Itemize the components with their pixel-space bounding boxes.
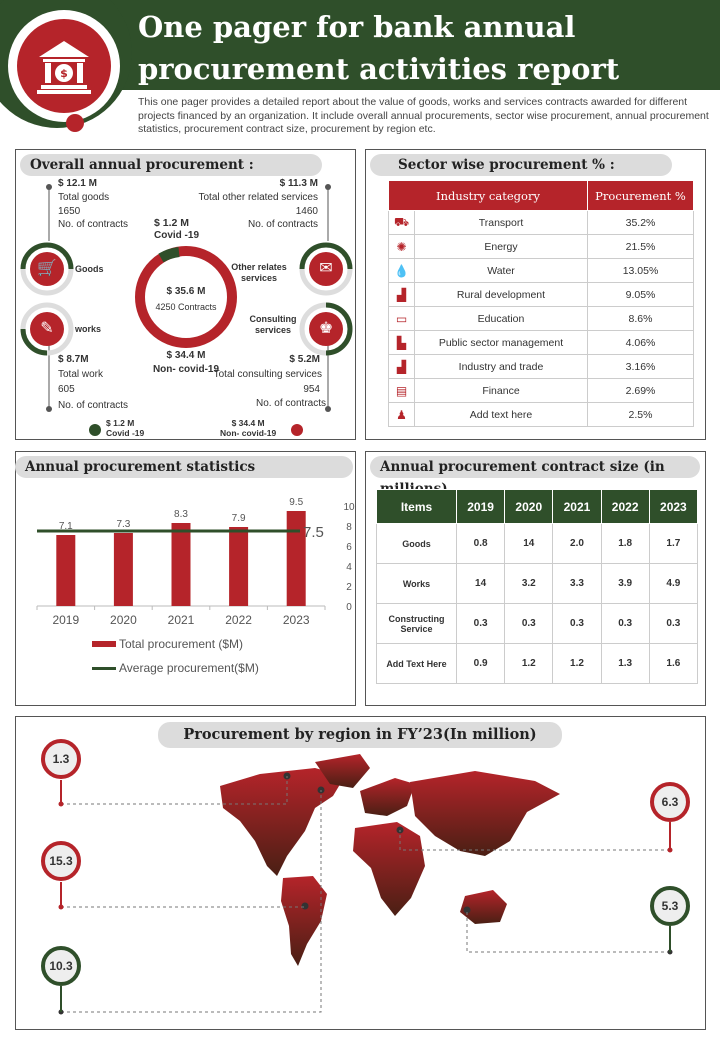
consulting-icon-label: Consulting services bbox=[249, 314, 297, 335]
sector-row bbox=[389, 259, 694, 283]
contract-value: 0.9 bbox=[457, 644, 505, 684]
sector-category: Industry and trade bbox=[415, 355, 588, 379]
region-pin: 10.3 bbox=[41, 946, 81, 986]
x-tick-label: 2021 bbox=[167, 613, 195, 627]
contract-value: 2.0 bbox=[553, 524, 601, 564]
other-count: 1460 bbox=[295, 206, 318, 217]
contract-value: 14 bbox=[457, 564, 505, 604]
legend-total-swatch bbox=[92, 641, 116, 647]
building-icon: ▙ bbox=[389, 331, 415, 355]
y-tick-label: 8 bbox=[346, 522, 352, 533]
bank-icon bbox=[17, 19, 111, 113]
energy-icon: ✺ bbox=[389, 235, 415, 259]
contract-col-header: 2023 bbox=[649, 490, 697, 524]
contract-item: Constructing Service bbox=[377, 604, 457, 644]
logo-dot bbox=[66, 114, 84, 132]
contract-col-header: Items bbox=[377, 490, 457, 524]
bar-value-label: 7.3 bbox=[116, 519, 131, 530]
sector-category: Education bbox=[415, 307, 588, 331]
other-count-label: No. of contracts bbox=[247, 219, 318, 230]
contract-value: 1.7 bbox=[649, 524, 697, 564]
contract-value: 3.3 bbox=[553, 564, 601, 604]
noncovid-label: Non- covid-19 bbox=[152, 364, 220, 375]
contract-row bbox=[377, 604, 698, 644]
contract-item: Goods bbox=[377, 524, 457, 564]
sector-table bbox=[388, 180, 694, 427]
legend-noncovid bbox=[220, 418, 276, 438]
sector-category: Water bbox=[415, 259, 588, 283]
legend-total-label: Total procurement ($M) bbox=[119, 637, 244, 651]
goods-icon-label: Goods bbox=[75, 264, 104, 274]
book-icon: ▭ bbox=[389, 307, 415, 331]
sector-percent: 3.16% bbox=[588, 355, 694, 379]
contract-value: 0.3 bbox=[553, 604, 601, 644]
legend-noncovid-amount: $ 34.4 M bbox=[231, 418, 265, 428]
procurement-bar-chart bbox=[15, 480, 356, 640]
other-amount: $ 11.3 M bbox=[279, 178, 318, 189]
col-category: Industry category bbox=[389, 181, 588, 211]
region-pin: 5.3 bbox=[650, 886, 690, 926]
contract-value: 1.2 bbox=[553, 644, 601, 684]
world-map bbox=[15, 716, 706, 1030]
bar bbox=[229, 527, 248, 606]
consulting-amount: $ 5.2M bbox=[289, 354, 320, 365]
svg-text:$: $ bbox=[60, 67, 68, 80]
contract-value: 1.6 bbox=[649, 644, 697, 684]
contract-value: 3.9 bbox=[601, 564, 649, 604]
sector-heading: Sector wise procurement % : bbox=[370, 154, 672, 176]
x-tick-label: 2020 bbox=[110, 613, 137, 627]
contract-value: 1.3 bbox=[601, 644, 649, 684]
contract-row bbox=[377, 564, 698, 604]
contract-value: 1.8 bbox=[601, 524, 649, 564]
legend-covid-label: Covid -19 bbox=[106, 428, 145, 438]
contract-col-header: 2022 bbox=[601, 490, 649, 524]
col-percent: Procurement % bbox=[588, 181, 694, 211]
finance-icon: ▤ bbox=[389, 379, 415, 403]
sector-percent: 35.2% bbox=[588, 211, 694, 235]
y-tick-label: 10 bbox=[343, 502, 355, 513]
person-icon: ♟ bbox=[389, 403, 415, 427]
bar-value-label: 8.3 bbox=[174, 509, 188, 520]
contract-value: 1.2 bbox=[505, 644, 553, 684]
region-pin: 6.3 bbox=[650, 782, 690, 822]
contract-row bbox=[377, 644, 698, 684]
legend-noncovid-label: Non- covid-19 bbox=[220, 428, 277, 438]
other-label: Total other related services bbox=[198, 192, 318, 203]
goods-count: 1650 bbox=[58, 206, 81, 217]
y-tick-label: 4 bbox=[346, 562, 352, 573]
legend-avg-swatch bbox=[92, 667, 116, 670]
contract-value: 14 bbox=[505, 524, 553, 564]
contract-col-header: 2021 bbox=[553, 490, 601, 524]
bar-value-label: 9.5 bbox=[289, 497, 304, 508]
region-pin: 1.3 bbox=[41, 739, 81, 779]
sector-percent: 13.05% bbox=[588, 259, 694, 283]
sector-percent: 2.69% bbox=[588, 379, 694, 403]
region-heading: Procurement by region in FY’23(In million) bbox=[158, 722, 562, 748]
consulting-count-label: No. of contracts bbox=[255, 398, 326, 409]
goods-amount: $ 12.1 M bbox=[58, 178, 97, 189]
legend-avg-label: Average procurement($M) bbox=[119, 661, 259, 675]
sector-percent: 9.05% bbox=[588, 283, 694, 307]
donut-total: $ 35.6 M bbox=[166, 286, 206, 297]
consultant-icon: ♚ bbox=[309, 312, 343, 346]
shopping-cart-icon: 🛒 bbox=[30, 252, 64, 286]
sector-row bbox=[389, 379, 694, 403]
contract-col-header: 2020 bbox=[505, 490, 553, 524]
bar-value-label: 7.1 bbox=[58, 521, 73, 532]
covid-amount: $ 1.2 M bbox=[154, 217, 190, 229]
covid-label: Covid -19 bbox=[154, 230, 200, 241]
bar-value-label: 7.9 bbox=[231, 513, 246, 524]
works-count: 605 bbox=[58, 384, 75, 395]
sector-percent: 2.5% bbox=[588, 403, 694, 427]
donut-contracts: 4250 Contracts bbox=[155, 302, 217, 312]
works-count-label: No. of contracts bbox=[58, 400, 129, 411]
contract-value: 0.3 bbox=[649, 604, 697, 644]
truck-icon: ⛟ bbox=[389, 211, 415, 235]
sector-row bbox=[389, 355, 694, 379]
y-tick-label: 6 bbox=[346, 542, 352, 553]
contract-row bbox=[377, 524, 698, 564]
noncovid-amount: $ 34.4 M bbox=[166, 350, 206, 361]
consulting-count: 954 bbox=[303, 384, 320, 395]
bar bbox=[56, 535, 75, 606]
y-tick-label: 2 bbox=[346, 582, 352, 593]
works-label: Total work bbox=[58, 369, 104, 380]
sector-row bbox=[389, 331, 694, 355]
sector-percent: 4.06% bbox=[588, 331, 694, 355]
contract-value: 4.9 bbox=[649, 564, 697, 604]
region-pin: 15.3 bbox=[41, 841, 81, 881]
sector-category: Finance bbox=[415, 379, 588, 403]
sector-category: Transport bbox=[415, 211, 588, 235]
factory-icon: ▟ bbox=[389, 355, 415, 379]
sector-row bbox=[389, 211, 694, 235]
other-icon-label: Other relates services bbox=[231, 262, 287, 283]
sector-row bbox=[389, 403, 694, 427]
goods-label: Total goods bbox=[58, 192, 110, 203]
goods-count-label: No. of contracts bbox=[58, 219, 129, 230]
intro-text: This one pager provides a detailed report about the value of goods, works and services contracts awarded for different projects financed by an organization. It include overall annual procurements, sector wise procurement, annual procurement statistics, procurement contract size, procurement by region etc. bbox=[138, 96, 709, 135]
sector-category: Add text here bbox=[415, 403, 588, 427]
sector-category: Public sector management bbox=[415, 331, 588, 355]
contract-item: Works bbox=[377, 564, 457, 604]
x-tick-label: 2019 bbox=[52, 613, 80, 627]
stats-heading: Annual procurement statistics bbox=[15, 456, 353, 478]
sector-row bbox=[389, 307, 694, 331]
contract-col-header: 2019 bbox=[457, 490, 505, 524]
tools-icon: ✎ bbox=[30, 312, 64, 346]
page-title: One pager for bank annual procurement activities report bbox=[138, 10, 620, 86]
consulting-label: Total consulting services bbox=[213, 369, 322, 380]
contract-table bbox=[376, 489, 698, 684]
sector-table-header bbox=[389, 181, 694, 211]
contract-table-header bbox=[377, 490, 698, 524]
contract-value: 0.3 bbox=[505, 604, 553, 644]
works-icon-label: works bbox=[75, 324, 102, 334]
contract-value: 0.3 bbox=[457, 604, 505, 644]
bar bbox=[114, 533, 133, 606]
sector-row bbox=[389, 235, 694, 259]
water-icon: 💧 bbox=[389, 259, 415, 283]
x-tick-label: 2023 bbox=[282, 613, 310, 627]
average-value-label: 7.5 bbox=[303, 524, 324, 541]
y-tick-label: 0 bbox=[346, 602, 352, 613]
sector-category: Energy bbox=[415, 235, 588, 259]
bar bbox=[172, 523, 191, 606]
sector-category: Rural development bbox=[415, 283, 588, 307]
contract-item: Add Text Here bbox=[377, 644, 457, 684]
sector-row bbox=[389, 283, 694, 307]
legend-covid-amount: $ 1.2 M bbox=[106, 418, 135, 428]
legend-covid bbox=[106, 418, 144, 438]
works-amount: $ 8.7M bbox=[58, 354, 89, 365]
x-tick-label: 2022 bbox=[225, 613, 252, 627]
sector-percent: 8.6% bbox=[588, 307, 694, 331]
contract-value: 0.3 bbox=[601, 604, 649, 644]
contract-heading: Annual procurement contract size (in bbox=[370, 456, 700, 478]
services-icon: ✉ bbox=[309, 252, 343, 286]
contract-value: 3.2 bbox=[505, 564, 553, 604]
overall-heading: Overall annual procurement : bbox=[20, 154, 322, 176]
rural-icon: ▟ bbox=[389, 283, 415, 307]
contract-value: 0.8 bbox=[457, 524, 505, 564]
sector-percent: 21.5% bbox=[588, 235, 694, 259]
